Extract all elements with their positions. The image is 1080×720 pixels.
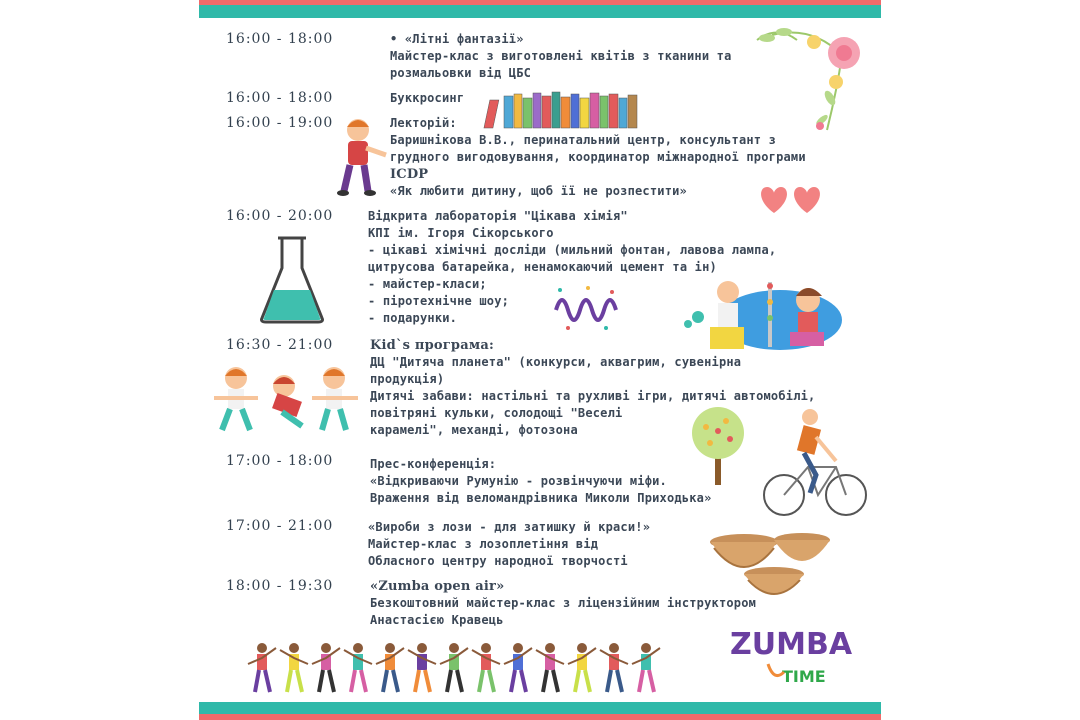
zumba-logo [728, 624, 853, 690]
event-time: 16:00 - 20:00 [226, 208, 334, 224]
event-description: Відкрита лабораторія "Цікава хімія" КПІ ім. Ігоря Сікорського - цікаві хімічні досліди (мильний фонтан, лавова лампа, цитрусова батарейка, ненамокаючий цемент та ін) - майстер-класи; - піротехнічне шоу; - подарунки. [368, 209, 777, 325]
event-description: Лекторій: Баришнікова В.В., перинатальний центр, консультант з грудного вигодовування, координатор міжнародної програми ICDP «Як любити дитину, щоб її не розпестити» [390, 116, 806, 198]
dancers-illustration [248, 638, 686, 696]
boy-illustration [336, 115, 392, 197]
dancer-figure [600, 643, 628, 692]
dancer-figure [312, 643, 340, 692]
dancer-figure [504, 643, 532, 692]
top-teal-stripe [199, 5, 881, 18]
zumba-logo-word: ZUMBA [730, 627, 853, 662]
event-time: 16:00 - 18:00 [226, 31, 334, 47]
books-illustration [492, 90, 650, 130]
event-description: Kid`s програма: ДЦ "Дитяча планета" (конкурси, аквагрим, сувенірна продукція) Дитячі забави: настільні та рухливі ігри, дитячі автомобілі, повітряні кульки, солодощі "Веселі карамелі", механді, фотозона [370, 338, 816, 437]
bottom-teal-stripe [199, 702, 881, 714]
dancer-figure [280, 643, 308, 692]
dancer-figure [440, 643, 468, 692]
event-description: • «Літні фантазії» Майстер-клас з виготовлені квітів з тканини та розмальовки від ЦБС [390, 32, 732, 80]
flower-decoration [752, 20, 867, 135]
event-description: «Zumba open air» Безкоштовний майстер-клас з ліцензійним інструктором Анастасією Кравець [370, 579, 757, 627]
event-time: 16:00 - 18:00 [226, 90, 334, 106]
event-time: 16:30 - 21:00 [226, 337, 334, 353]
event-description: Прес-конференція: «Відкриваючи Румунію - розвінчуючи міфи. Враження від веломандрівника Миколи Приходька» [370, 457, 712, 505]
event-time: 16:00 - 19:00 [226, 115, 334, 131]
bottom-coral-stripe [199, 714, 881, 720]
dancer-figure [248, 643, 276, 692]
flask-illustration [256, 234, 328, 326]
dancer-figure [376, 643, 404, 692]
baskets-illustration [708, 512, 833, 604]
hearts-decoration [757, 183, 827, 217]
event-time: 17:00 - 21:00 [226, 518, 334, 534]
dancer-figure [344, 643, 372, 692]
tree-illustration [688, 405, 748, 487]
kids-lab-illustration [680, 272, 845, 357]
dancer-figure [536, 643, 564, 692]
zumba-logo-sub: TIME [782, 667, 826, 686]
children-illustration [212, 364, 360, 434]
event-description: «Вироби з лози - для затишку й краси!» Майстер-клас з лозоплетіння від Обласного центру народної творчості [368, 520, 651, 568]
event-time: 17:00 - 18:00 [226, 453, 334, 469]
cyclist-illustration [760, 405, 870, 520]
event-time: 18:00 - 19:30 [226, 578, 334, 594]
event-description: Буккросинг [390, 91, 465, 105]
dancer-figure [408, 643, 436, 692]
dancer-figure [632, 643, 660, 692]
squiggle-decoration [548, 280, 623, 335]
dancer-figure [568, 643, 596, 692]
dancer-figure [472, 643, 500, 692]
